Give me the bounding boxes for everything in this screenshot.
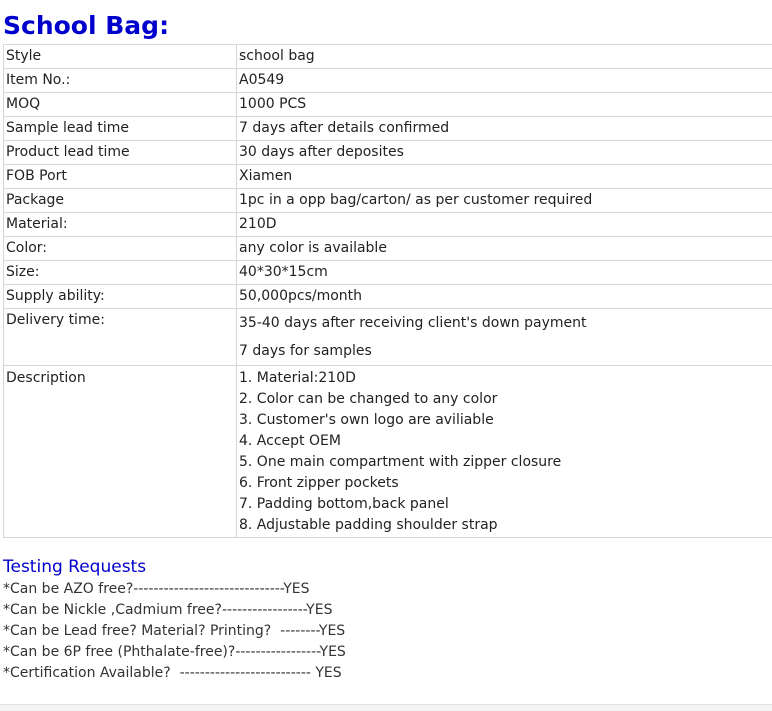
description-label (4, 366, 237, 538)
table-row (4, 237, 772, 261)
spec-table (3, 44, 772, 538)
table-row (4, 165, 772, 189)
row-value: any color is available (237, 237, 772, 261)
testing-line: *Certification Available? -------------------------- YES (3, 665, 342, 681)
bottom-edge-bar (0, 704, 772, 711)
testing-line: *Can be Nickle ,Cadmium free?-----------------YES (3, 602, 333, 618)
description-line: 4. Accept OEM (239, 433, 341, 449)
delivery-label: Delivery time: (4, 309, 237, 366)
description-row (4, 366, 772, 538)
description-line: 2. Color can be changed to any color (239, 391, 498, 407)
description-line: 8. Adjustable padding shoulder strap (239, 517, 498, 533)
row-value: 7 days after details confirmed (237, 117, 772, 141)
row-value: Xiamen (237, 165, 772, 189)
row-value: 1000 PCS (237, 93, 772, 117)
description-line: 3. Customer's own logo are aviliable (239, 412, 494, 428)
delivery-line: 7 days for samples (239, 343, 372, 359)
table-row (4, 285, 772, 309)
row-label: Material: (4, 213, 237, 237)
row-value: 40*30*15cm (237, 261, 772, 285)
testing-line: *Can be 6P free (Phthalate-free)?-----------------YES (3, 644, 346, 660)
row-label: Product lead time (4, 141, 237, 165)
testing-heading: Testing Requests (3, 557, 147, 577)
row-value: 210D (237, 213, 772, 237)
row-label: Sample lead time (4, 117, 237, 141)
row-value: school bag (237, 45, 772, 69)
row-value: A0549 (237, 69, 772, 93)
row-value: 30 days after deposites (237, 141, 772, 165)
table-row (4, 261, 772, 285)
table-row (4, 117, 772, 141)
row-label: Supply ability: (4, 285, 237, 309)
description-line: 1. Material:210D (239, 370, 356, 386)
description-line: 6. Front zipper pockets (239, 475, 399, 491)
description-label-text: Description (6, 370, 86, 386)
row-label: MOQ (4, 93, 237, 117)
row-label: Color: (4, 237, 237, 261)
page-title: School Bag: (3, 11, 170, 40)
delivery-line: 35-40 days after receiving client's down payment (239, 315, 587, 331)
delivery-value (237, 309, 772, 366)
description-line: 7. Padding bottom,back panel (239, 496, 449, 512)
delivery-row (4, 309, 772, 366)
table-row (4, 189, 772, 213)
description-value (237, 366, 772, 538)
row-label: Style (4, 45, 237, 69)
row-label: Item No.: (4, 69, 237, 93)
testing-requests-section (3, 555, 763, 684)
table-row (4, 69, 772, 93)
table-row (4, 141, 772, 165)
table-row (4, 213, 772, 237)
row-value: 1pc in a opp bag/carton/ as per customer required (237, 189, 772, 213)
row-value: 50,000pcs/month (237, 285, 772, 309)
row-label: Package (4, 189, 237, 213)
table-row (4, 93, 772, 117)
testing-line: *Can be Lead free? Material? Printing? --------YES (3, 623, 346, 639)
table-row (4, 45, 772, 69)
row-label: Size: (4, 261, 237, 285)
description-line: 5. One main compartment with zipper closure (239, 454, 562, 470)
row-label: FOB Port (4, 165, 237, 189)
testing-line: *Can be AZO free?------------------------------YES (3, 581, 310, 597)
